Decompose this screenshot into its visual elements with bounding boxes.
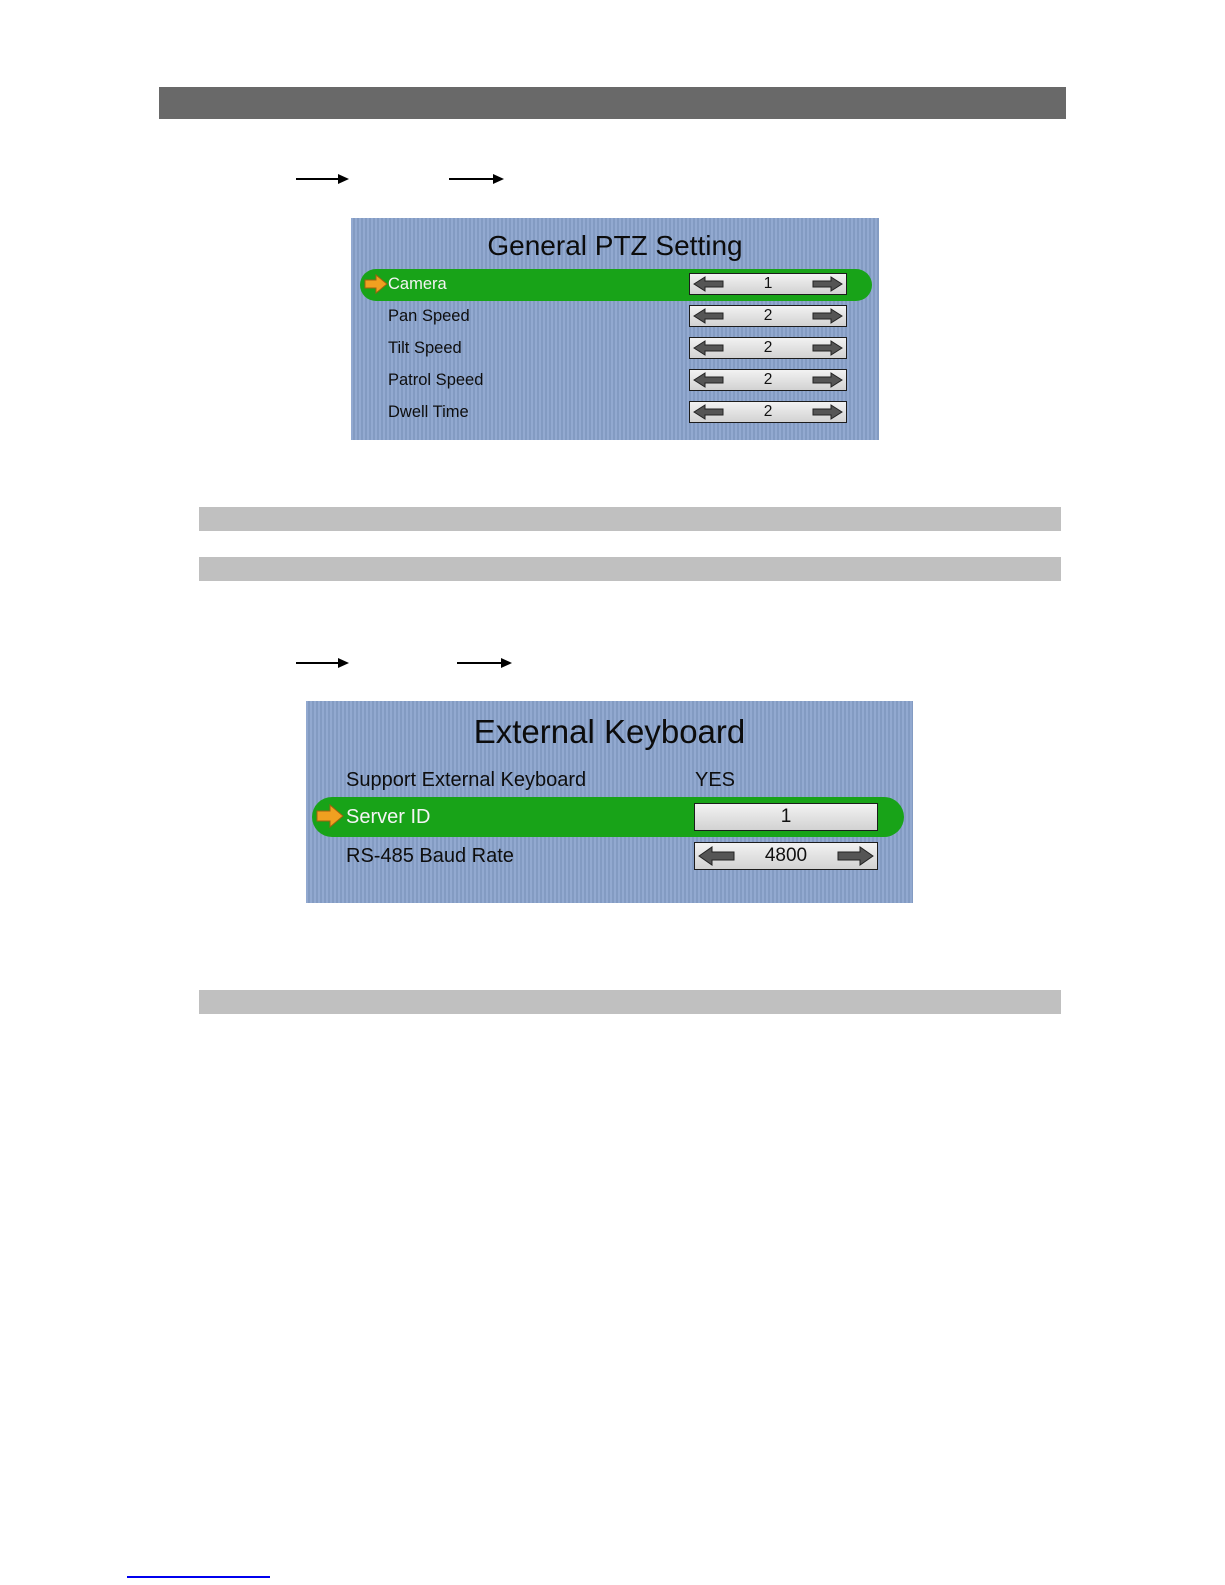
server-id-input[interactable] — [694, 803, 878, 831]
nav-path-arrow-icon — [296, 173, 349, 185]
nav-path-arrow-icon — [296, 657, 349, 669]
baud-rate-value: 4800 — [764, 845, 808, 866]
nav-path-arrow-icon — [457, 657, 512, 669]
section-bar — [199, 990, 1061, 1014]
footer-link-underline[interactable] — [127, 1576, 270, 1578]
keyboard-panel-title: External Keyboard — [473, 713, 746, 750]
row-label-patrol-speed: Patrol Speed — [388, 371, 484, 389]
camera-stepper[interactable] — [689, 273, 847, 295]
row-label-dwell-time: Dwell Time — [388, 403, 469, 421]
support-keyboard-label: Support External Keyboard — [346, 769, 587, 791]
right-arrow-icon[interactable] — [811, 308, 843, 324]
tilt-speed-value: 2 — [763, 339, 773, 356]
dwell-time-value: 2 — [763, 403, 773, 420]
row-label-tilt-speed: Tilt Speed — [388, 339, 462, 357]
ptz-panel-title: General PTZ Setting — [487, 230, 743, 261]
section-bar — [199, 507, 1061, 531]
camera-value: 1 — [763, 275, 773, 292]
pan-speed-stepper[interactable] — [689, 305, 847, 327]
server-id-label: Server ID — [346, 806, 431, 828]
baud-rate-stepper[interactable] — [694, 842, 878, 870]
nav-path-arrow-icon — [449, 173, 504, 185]
patrol-speed-value: 2 — [763, 371, 773, 388]
tilt-speed-stepper[interactable] — [689, 337, 847, 359]
row-label-camera: Camera — [388, 275, 447, 293]
right-arrow-icon[interactable] — [811, 340, 843, 356]
support-keyboard-value[interactable]: YES — [695, 769, 736, 791]
right-arrow-icon[interactable] — [811, 372, 843, 388]
pan-speed-value: 2 — [763, 307, 773, 324]
ptz-settings-panel — [351, 218, 879, 440]
section-bar — [199, 557, 1061, 581]
orange-pointer-icon — [316, 804, 344, 828]
row-label-pan-speed: Pan Speed — [388, 307, 470, 325]
dwell-time-stepper[interactable] — [689, 401, 847, 423]
right-arrow-icon[interactable] — [811, 276, 843, 292]
patrol-speed-stepper[interactable] — [689, 369, 847, 391]
orange-pointer-icon — [364, 274, 388, 294]
baud-rate-label: RS-485 Baud Rate — [346, 845, 514, 867]
right-arrow-icon[interactable] — [836, 846, 874, 866]
external-keyboard-panel — [306, 701, 913, 903]
right-arrow-icon[interactable] — [811, 404, 843, 420]
section-header-bar — [159, 87, 1066, 119]
server-id-value: 1 — [780, 806, 792, 827]
